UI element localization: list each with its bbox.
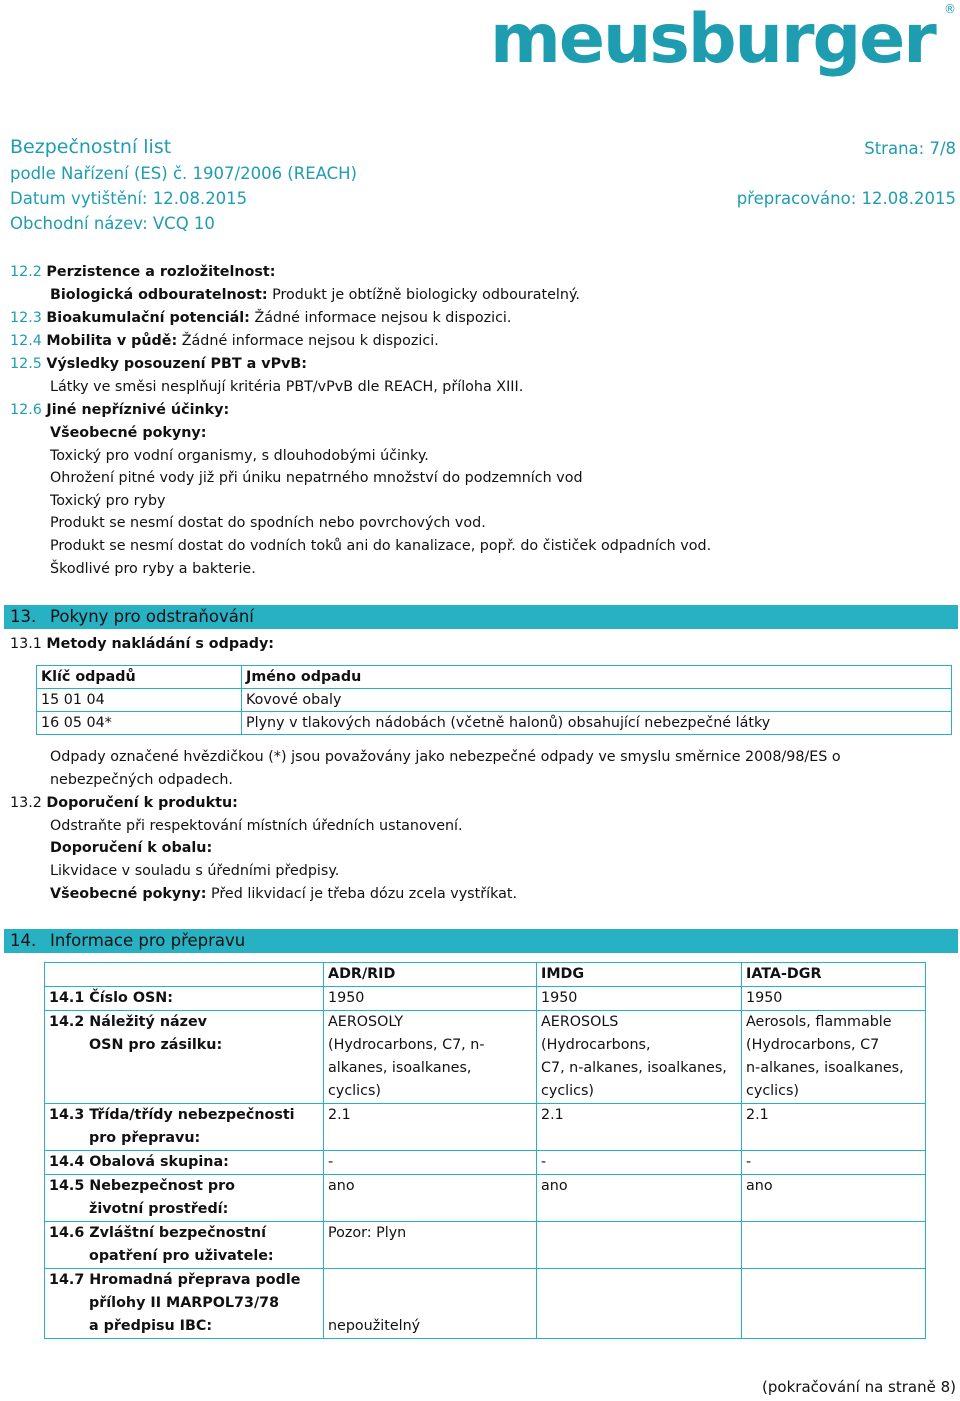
- section-number: 12.2: [10, 264, 42, 280]
- table-cell: [324, 1175, 537, 1222]
- row-label-line: 14.6 Zvláštní bezpečnostní: [49, 1225, 266, 1241]
- table-cell: [537, 1011, 742, 1104]
- cell-line: -: [746, 1154, 752, 1170]
- row-label-line: 14.5 Nebezpečnost pro: [49, 1178, 235, 1194]
- header-cell: IATA-DGR: [742, 963, 926, 987]
- cell-line: C7, n-alkanes, isoalkanes,: [541, 1060, 727, 1076]
- table-cell: [537, 1151, 742, 1175]
- row-label-line: přílohy II MARPOL73/78: [89, 1295, 280, 1311]
- adverse-effect-line: Toxický pro ryby: [50, 493, 166, 509]
- cell-line: alkanes, isoalkanes,: [328, 1060, 472, 1076]
- table-cell: [742, 1269, 926, 1339]
- cell-line: Aerosols, flammable: [746, 1014, 892, 1030]
- table-row: [45, 1151, 926, 1175]
- waste-table: [36, 665, 952, 735]
- general-label: Všeobecné pokyny:: [50, 886, 207, 902]
- cell-line: cyclics): [746, 1083, 800, 1099]
- cell-line: [328, 1269, 532, 1292]
- cell-line: ano: [328, 1178, 355, 1194]
- row-label: [45, 1222, 324, 1269]
- section-13-header: [4, 605, 958, 629]
- header-cell: Klíč odpadů: [37, 666, 242, 689]
- cell-line: (Hydrocarbons, C7: [746, 1037, 880, 1053]
- section-title: Informace pro přepravu: [50, 931, 246, 950]
- section-number: 12.3: [10, 310, 42, 326]
- cell-line: Pozor: Plyn: [328, 1225, 407, 1241]
- table-cell: 16 05 04*: [37, 712, 242, 735]
- section-12-5: [10, 356, 307, 372]
- section-title: Jiné nepříznivé účinky:: [46, 402, 230, 418]
- adverse-effect-line: Produkt se nesmí dostat do spodních nebo povrchových vod.: [50, 515, 486, 531]
- table-header-row: [45, 963, 926, 987]
- page-number: Strana: 7/8: [864, 139, 956, 158]
- section-12-2: [10, 264, 275, 280]
- table-cell: 15 01 04: [37, 689, 242, 712]
- regulation: podle Nařízení (ES) č. 1907/2006 (REACH): [10, 164, 357, 183]
- biodegradability-value: Produkt je obtížně biologicky odbouratelný.: [272, 287, 580, 303]
- general-instructions-label: Všeobecné pokyny:: [50, 425, 207, 441]
- packaging-value: Likvidace v souladu s úředními předpisy.: [50, 863, 340, 879]
- product-recommendation: Odstraňte při respektování místních úředních ustanovení.: [50, 818, 463, 834]
- header-cell: IMDG: [537, 963, 742, 987]
- cell-line: [328, 1292, 532, 1315]
- row-label-line: pro přepravu:: [89, 1130, 201, 1146]
- registered-mark: ®: [944, 2, 956, 16]
- section-12-6: [10, 402, 229, 418]
- meusburger-logo: [490, 0, 960, 80]
- table-row: [37, 712, 952, 735]
- section-title: Doporučení k produktu:: [46, 795, 238, 811]
- biodegradability-label: Biologická odbouratelnost:: [50, 287, 268, 303]
- cell-line: ano: [746, 1178, 773, 1194]
- packaging-title: Doporučení k obalu:: [50, 840, 213, 856]
- waste-note: Odpady označené hvězdičkou (*) jsou považovány jako nebezpečné odpady ve smyslu směrnice 2008/98/ES o: [50, 749, 841, 765]
- header-cell: ADR/RID: [324, 963, 537, 987]
- cell-line: (Hydrocarbons,: [541, 1037, 651, 1053]
- section-12-4: [10, 333, 439, 349]
- logo-text: meusburger: [490, 0, 935, 79]
- table-row: [37, 689, 952, 712]
- row-label-line: 14.7 Hromadná přeprava podle: [49, 1272, 301, 1288]
- waste-note-cont: nebezpečných odpadech.: [50, 772, 233, 788]
- cell-line: (Hydrocarbons, C7, n-: [328, 1037, 485, 1053]
- row-label-line: 14.3 Třída/třídy nebezpečnosti: [49, 1107, 295, 1123]
- row-label-line: OSN pro zásilku:: [89, 1037, 223, 1053]
- print-date: Datum vytištění: 12.08.2015: [10, 189, 248, 208]
- section-number: 13.: [10, 607, 37, 626]
- row-label-line: 14.2 Náležitý název: [49, 1014, 207, 1030]
- section-12-3: [10, 310, 511, 326]
- table-header-row: [37, 666, 952, 689]
- document-title: Bezpečnostní list: [10, 136, 172, 158]
- row-label: [45, 987, 324, 1011]
- section-title: Bioakumulační potenciál:: [46, 310, 250, 326]
- cell-line: ano: [541, 1178, 568, 1194]
- table-row: [45, 1104, 926, 1151]
- cell-line: cyclics): [541, 1083, 595, 1099]
- table-cell: [324, 1151, 537, 1175]
- adverse-effect-line: Ohrožení pitné vody již při úniku nepatrného množství do podzemních vod: [50, 470, 583, 486]
- section-title: Pokyny pro odstraňování: [50, 607, 254, 626]
- table-cell: [537, 1222, 742, 1269]
- cell-line: cyclics): [328, 1083, 382, 1099]
- cell-line: 2.1: [746, 1107, 769, 1123]
- section-title: Mobilita v půdě:: [46, 333, 178, 349]
- row-label-line: 14.1 Číslo OSN:: [49, 990, 173, 1006]
- row-label: [45, 1011, 324, 1104]
- table-row: [45, 987, 926, 1011]
- table-cell: [324, 1222, 537, 1269]
- cell-line: 2.1: [541, 1107, 564, 1123]
- cell-line: 1950: [746, 990, 783, 1006]
- revision-date: přepracováno: 12.08.2015: [736, 189, 956, 208]
- header-cell-empty: [45, 963, 324, 987]
- cell-line: -: [328, 1154, 334, 1170]
- transport-table: [44, 962, 926, 1339]
- cell-line: 2.1: [328, 1107, 351, 1123]
- section-title: Perzistence a rozložitelnost:: [46, 264, 276, 280]
- table-cell: [324, 1104, 537, 1151]
- table-row: [45, 1175, 926, 1222]
- trade-name: Obchodní název: VCQ 10: [10, 214, 215, 233]
- table-cell: [742, 987, 926, 1011]
- cell-line: 1950: [328, 990, 365, 1006]
- section-number: 12.6: [10, 402, 42, 418]
- table-row: [45, 1011, 926, 1104]
- table-cell: Plyny v tlakových nádobách (včetně halonů) obsahující nebezpečné látky: [242, 712, 952, 735]
- biodegradability: [50, 287, 580, 303]
- row-label: [45, 1269, 324, 1339]
- cell-line: AEROSOLY: [328, 1014, 404, 1030]
- continuation-note: (pokračování na straně 8): [762, 1378, 956, 1396]
- section-value: Žádné informace nejsou k dispozici.: [254, 310, 512, 326]
- table-row: [45, 1222, 926, 1269]
- table-cell: Kovové obaly: [242, 689, 952, 712]
- pbt-value: Látky ve směsi nesplňují kritéria PBT/vPvB dle REACH, příloha XIII.: [50, 379, 524, 395]
- general-disposal: [50, 886, 517, 902]
- section-title: Výsledky posouzení PBT a vPvB:: [46, 356, 308, 372]
- table-cell: [742, 1104, 926, 1151]
- table-cell: [537, 1104, 742, 1151]
- cell-line: n-alkanes, isoalkanes,: [746, 1060, 904, 1076]
- section-title: Metody nakládání s odpady:: [46, 636, 275, 652]
- row-label: [45, 1151, 324, 1175]
- section-number: 14.: [10, 931, 37, 950]
- section-number: 12.4: [10, 333, 42, 349]
- section-number: 13.1: [10, 636, 42, 652]
- table-cell: [742, 1151, 926, 1175]
- cell-line: nepoužitelný: [328, 1318, 421, 1334]
- section-value: Žádné informace nejsou k dispozici.: [181, 333, 439, 349]
- row-label-line: opatření pro uživatele:: [89, 1248, 274, 1264]
- row-label: [45, 1104, 324, 1151]
- row-label-line: a předpisu IBC:: [89, 1318, 213, 1334]
- row-label: [45, 1175, 324, 1222]
- table-cell: [742, 1175, 926, 1222]
- section-13-2: [10, 795, 238, 811]
- general-value: Před likvidací je třeba dózu zcela vystříkat.: [211, 886, 518, 902]
- table-row: [45, 1269, 926, 1339]
- adverse-effect-line: Produkt se nesmí dostat do vodních toků ani do kanalizace, popř. do čističek odpadních vod.: [50, 538, 712, 554]
- adverse-effect-line: Škodlivé pro ryby a bakterie.: [50, 561, 256, 577]
- table-cell: [324, 1011, 537, 1104]
- cell-line: AEROSOLS: [541, 1014, 619, 1030]
- section-13-1: [10, 636, 274, 652]
- table-cell: [537, 987, 742, 1011]
- table-cell: [537, 1269, 742, 1339]
- table-cell: [324, 987, 537, 1011]
- cell-line: -: [541, 1154, 547, 1170]
- header-cell: Jméno odpadu: [242, 666, 952, 689]
- row-label-line: životní prostředí:: [89, 1201, 229, 1217]
- section-number: 12.5: [10, 356, 42, 372]
- section-number: 13.2: [10, 795, 42, 811]
- table-cell: [742, 1011, 926, 1104]
- section-14-header: [4, 929, 958, 953]
- table-cell: [537, 1175, 742, 1222]
- table-cell: [742, 1222, 926, 1269]
- table-cell: [324, 1269, 537, 1339]
- cell-line: 1950: [541, 990, 578, 1006]
- adverse-effect-line: Toxický pro vodní organismy, s dlouhodobými účinky.: [50, 448, 429, 464]
- row-label-line: 14.4 Obalová skupina:: [49, 1154, 229, 1170]
